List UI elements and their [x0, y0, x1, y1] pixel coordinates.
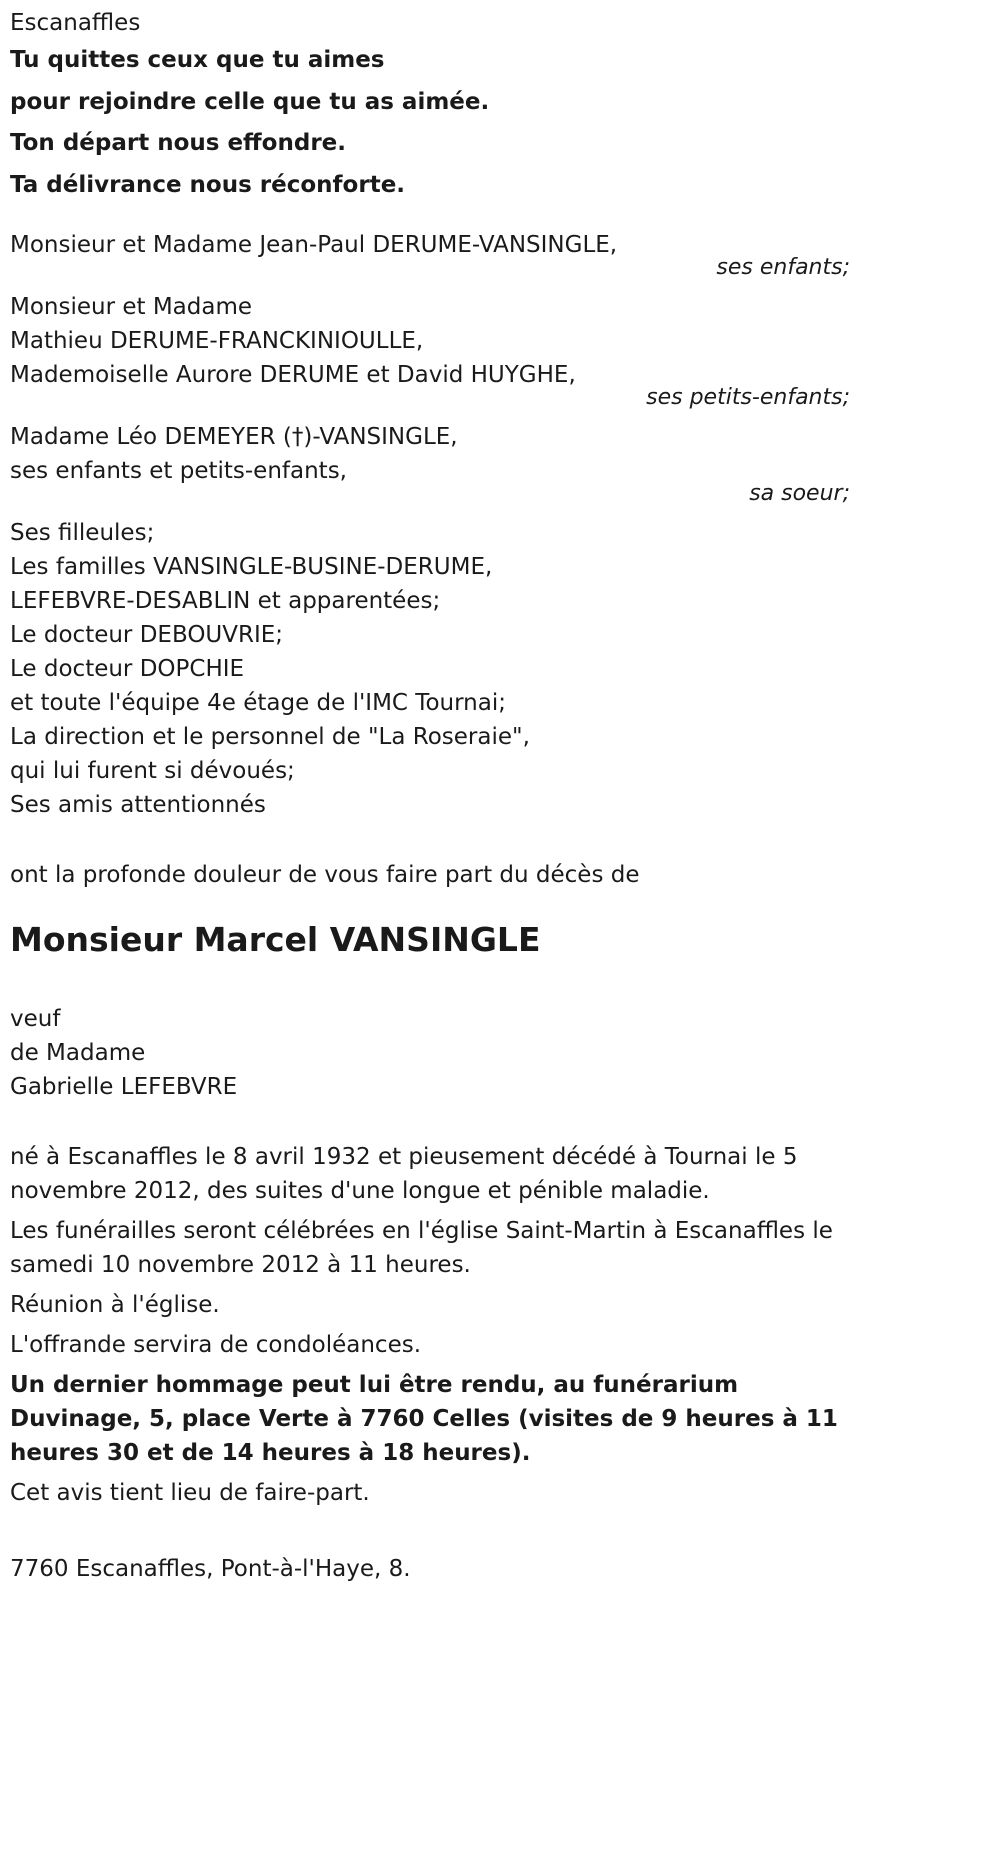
address: 7760 Escanaffles, Pont-à-l'Haye, 8.	[10, 1556, 411, 1582]
tribute-info: Un dernier hommage peut lui être rendu, au funérarium Duvinage, 5, place Verte à 7760 Celles (visites de 9 heures à 11 heures 30 et de 14 heures à 18 heures).	[10, 1372, 838, 1466]
widower-info	[10, 1002, 850, 1104]
poem-line: pour rejoindre celle que tu as aimée.	[10, 88, 490, 115]
mourner-line: Le docteur DOPCHIE	[10, 656, 245, 682]
mourner-line: Les familles VANSINGLE-BUSINE-DERUME,	[10, 554, 493, 580]
family-children	[10, 228, 850, 280]
poem-line: Tu quittes ceux que tu aimes	[10, 47, 385, 73]
widower-line: veuf	[10, 1006, 61, 1032]
family-line: Mathieu DERUME-FRANCKINIOULLE,	[10, 328, 424, 354]
widower-line: de Madame	[10, 1040, 146, 1066]
mourner-line: La direction et le personnel de "La Roseraie",	[10, 724, 530, 750]
mourner-line: Ses filleules;	[10, 520, 155, 546]
widower-line: Gabrielle LEFEBVRE	[10, 1074, 238, 1100]
location-header: Escanaffles	[10, 10, 141, 36]
relation-label: sa soeur;	[749, 481, 850, 506]
mourner-line: LEFEBVRE-DESABLIN et apparentées;	[10, 588, 441, 614]
mourner-line: Ses amis attentionnés	[10, 792, 266, 818]
family-grandchildren	[10, 290, 850, 410]
family-line: ses enfants et petits-enfants,	[10, 458, 347, 484]
mourner-line: et toute l'équipe 4e étage de l'IMC Tournai;	[10, 690, 506, 716]
family-line: Mademoiselle Aurore DERUME et David HUYGHE,	[10, 362, 576, 388]
deceased-name: Monsieur Marcel VANSINGLE	[10, 920, 541, 959]
notice-info: Cet avis tient lieu de faire-part.	[10, 1480, 370, 1506]
other-mourners	[10, 516, 850, 822]
poem	[10, 40, 850, 206]
relation-label: ses enfants;	[716, 255, 850, 280]
meeting-info: Réunion à l'église.	[10, 1292, 220, 1318]
relation-label: ses petits-enfants;	[646, 385, 850, 410]
poem-line: Ton départ nous effondre.	[10, 130, 347, 156]
family-sister	[10, 420, 850, 506]
family-line: Madame Léo DEMEYER (†)-VANSINGLE,	[10, 424, 458, 450]
mourner-line: qui lui furent si dévoués;	[10, 758, 295, 784]
family-line: Monsieur et Madame Jean-Paul DERUME-VANSINGLE,	[10, 232, 618, 258]
mourner-line: Le docteur DEBOUVRIE;	[10, 622, 284, 648]
announcement: ont la profonde douleur de vous faire part du décès de	[10, 862, 640, 888]
funeral-info: Les funérailles seront célébrées en l'église Saint-Martin à Escanaffles le samedi 10 novembre 2012 à 11 heures.	[10, 1218, 833, 1278]
family-line: Monsieur et Madame	[10, 294, 253, 320]
poem-line: Ta délivrance nous réconforte.	[10, 171, 406, 198]
birth-death-info: né à Escanaffles le 8 avril 1932 et pieusement décédé à Tournai le 5 novembre 2012, des suites d'une longue et pénible maladie.	[10, 1144, 798, 1204]
offering-info: L'offrande servira de condoléances.	[10, 1332, 422, 1358]
